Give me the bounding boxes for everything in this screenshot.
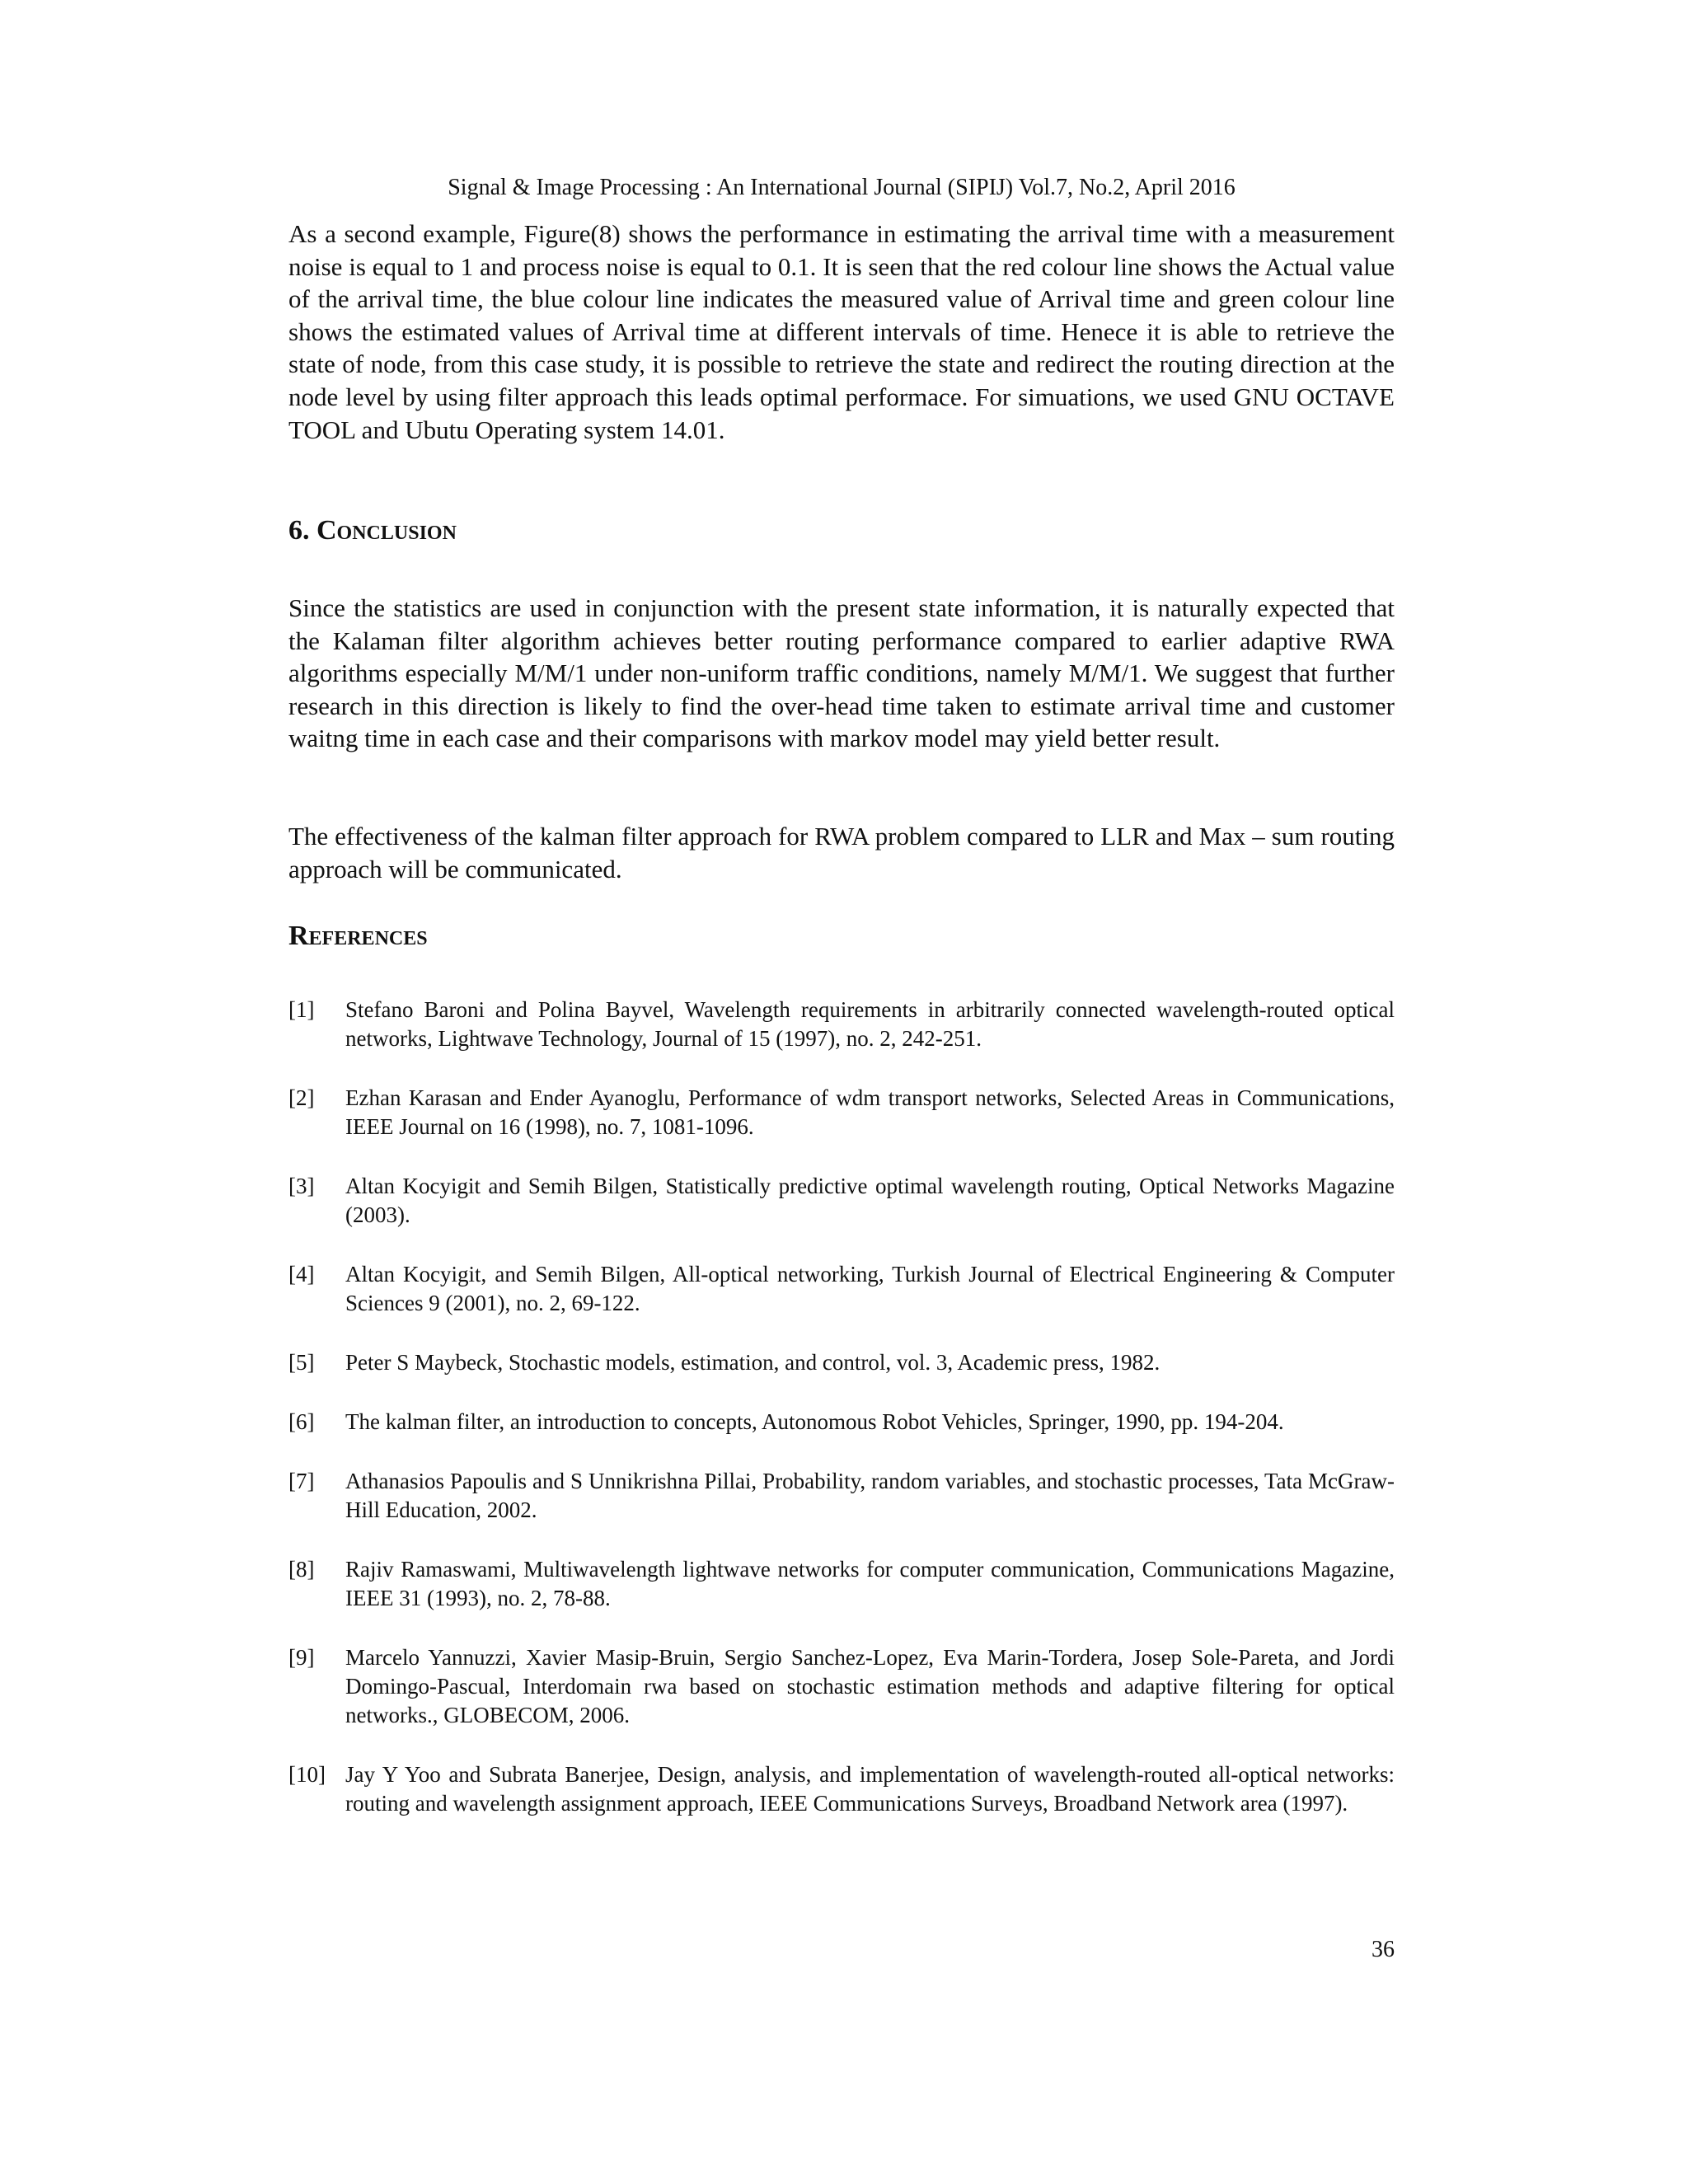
reference-number: [5] xyxy=(288,1350,315,1375)
reference-text: Stefano Baroni and Polina Bayvel, Wavelength requirements in arbitrarily connected wavelength-routed optical networks, Lightwave Technology, Journal of 15 (1997), no. 2, 242-251. xyxy=(345,997,1395,1051)
reference-item xyxy=(288,1408,1395,1436)
reference-text: Rajiv Ramaswami, Multiwavelength lightwave networks for computer communication, Communications Magazine, IEEE 31 (1993), no. 2, 78-88. xyxy=(345,1557,1395,1610)
references-heading: References xyxy=(288,921,428,951)
example-paragraph: As a second example, Figure(8) shows the performance in estimating the arrival time with a measurement noise is equal to 1 and process noise is equal to 0.1. It is seen that the red colour line shows the Actual value of the arrival time, the blue colour line indicates the measured value of Arrival time and green colour line shows the estimated values of Arrival time at different intervals of time. Henece it is able to retrieve the state of node, from this case study, it is possible to retrieve the state and redirect the routing direction at the node level by using filter approach this leads optimal performace. For simuations, we used GNU OCTAVE TOOL and Ubutu Operating system 14.01. xyxy=(288,219,1395,444)
reference-number: [10] xyxy=(288,1762,326,1787)
reference-text: The kalman filter, an introduction to concepts, Autonomous Robot Vehicles, Springer, 1990, pp. 194-204. xyxy=(345,1409,1284,1434)
reference-number: [8] xyxy=(288,1557,315,1582)
reference-item xyxy=(288,1643,1395,1730)
reference-text: Athanasios Papoulis and S Unnikrishna Pillai, Probability, random variables, and stochastic processes, Tata McGraw-Hill Education, 2002. xyxy=(345,1469,1395,1522)
reference-item xyxy=(288,1467,1395,1525)
reference-item xyxy=(288,1348,1395,1377)
reference-number: [1] xyxy=(288,997,315,1022)
running-header: Signal & Image Processing : An International Journal (SIPIJ) Vol.7, No.2, April 2016 xyxy=(448,175,1236,200)
reference-text: Altan Kocyigit and Semih Bilgen, Statistically predictive optimal wavelength routing, Optical Networks Magazine (2003). xyxy=(345,1174,1395,1227)
reference-text: Altan Kocyigit, and Semih Bilgen, All-optical networking, Turkish Journal of Electrical Engineering & Computer Sciences 9 (2001), no. 2, 69-122. xyxy=(345,1262,1395,1315)
reference-number: [7] xyxy=(288,1469,315,1493)
reference-number: [2] xyxy=(288,1085,315,1110)
page-number: 36 xyxy=(1372,1937,1395,1962)
reference-item xyxy=(288,1260,1395,1318)
reference-item xyxy=(288,1084,1395,1141)
reference-item xyxy=(288,1555,1395,1613)
conclusion-heading: 6. Conclusion xyxy=(288,515,457,546)
reference-text: Peter S Maybeck, Stochastic models, estimation, and control, vol. 3, Academic press, 1982. xyxy=(345,1350,1160,1375)
reference-number: [9] xyxy=(288,1645,315,1670)
reference-number: [6] xyxy=(288,1409,315,1434)
reference-item xyxy=(288,996,1395,1053)
conclusion-paragraph-2: The effectiveness of the kalman filter approach for RWA problem compared to LLR and Max – sum routing approach will be communicated. xyxy=(288,822,1395,883)
reference-number: [4] xyxy=(288,1262,315,1286)
reference-number: [3] xyxy=(288,1174,315,1198)
reference-text: Jay Y Yoo and Subrata Banerjee, Design, analysis, and implementation of wavelength-routed all-optical networks: routing and wavelength assignment approach, IEEE Communications Surveys, Broadband Network area (1997). xyxy=(345,1762,1395,1816)
paper-page xyxy=(288,0,1395,2184)
reference-item xyxy=(288,1172,1395,1230)
reference-text: Marcelo Yannuzzi, Xavier Masip-Bruin, Sergio Sanchez-Lopez, Eva Marin-Tordera, Josep Sole-Pareta, and Jordi Domingo-Pascual, Interdomain rwa based on stochastic estimation methods and adaptive filtering for optical networks., GLOBECOM, 2006. xyxy=(345,1645,1395,1727)
references-list xyxy=(288,996,1395,1849)
reference-text: Ezhan Karasan and Ender Ayanoglu, Performance of wdm transport networks, Selected Areas in Communications, IEEE Journal on 16 (1998), no. 7, 1081-1096. xyxy=(345,1085,1395,1139)
reference-item xyxy=(288,1760,1395,1818)
conclusion-paragraph-1: Since the statistics are used in conjunction with the present state information, it is naturally expected that the Kalaman filter algorithm achieves better routing performance compared to earlier adaptive RWA algorithms especially M/M/1 under non-uniform traffic conditions, namely M/M/1. We suggest that further research in this direction is likely to find the over-head time taken to estimate arrival time and customer waitng time in each case and their comparisons with markov model may yield better result. xyxy=(288,593,1395,753)
